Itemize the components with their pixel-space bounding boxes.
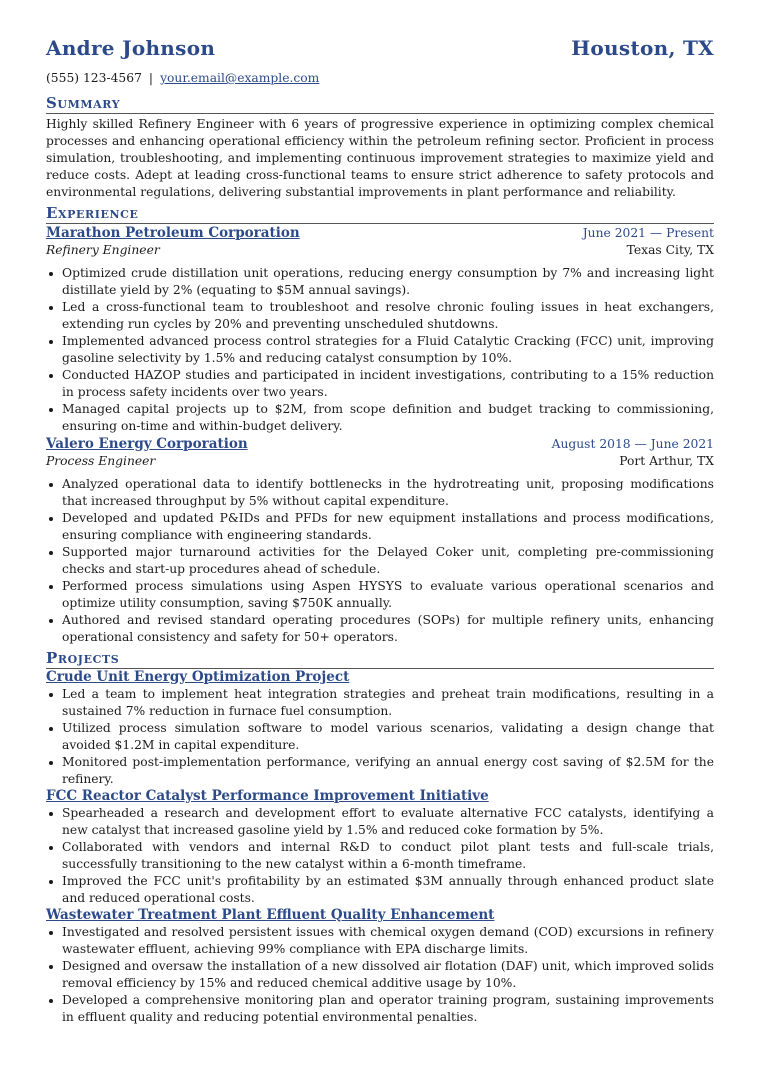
job-entry: [46, 225, 714, 435]
project-entry: [46, 907, 714, 1026]
project-bullet: Spearheaded a research and development effort to evaluate alternative FCC catalysts, identifying a new catalyst that increased gasoline yield by 1.5% and reduced coke formation by 5%.: [46, 805, 714, 839]
project-entry: [46, 669, 714, 788]
project-bullet: Monitored post-implementation performance, verifying an annual energy cost saving of $2.5M for the refinery.: [46, 754, 714, 788]
section-title-summary: Summary: [46, 94, 714, 114]
job-bullet: Developed and updated P&IDs and PFDs for new equipment installations and process modifications, ensuring compliance with engineering standards.: [46, 510, 714, 544]
job-location: Port Arthur, TX: [619, 454, 714, 468]
summary-text: Highly skilled Refinery Engineer with 6 years of progressive experience in optimizing complex chemical processes and enhancing operational efficiency within the petroleum refining sector. Proficient in process simulation, troubleshooting, and implementing continuous improvement strategies to maximize yield and reduce costs. Adept at leading cross-functional teams to ensure strict adherence to safety protocols and environmental regulations, delivering substantial improvements in plant performance and reliability.: [46, 117, 714, 199]
job-bullet: Conducted HAZOP studies and participated in incident investigations, contributing to a 15% reduction in process safety incidents over two years.: [46, 367, 714, 401]
company-name[interactable]: Marathon Petroleum Corporation: [46, 225, 300, 241]
job-bullet: Managed capital projects up to $2M, from scope definition and budget tracking to commissioning, ensuring on-time and within-budget delivery.: [46, 401, 714, 435]
summary-section: [46, 94, 714, 201]
phone-number: (555) 123-4567: [46, 71, 142, 85]
section-title-projects: Projects: [46, 649, 714, 669]
job-bullet: Authored and revised standard operating procedures (SOPs) for multiple refinery units, enhancing operational consistency and safety for 50+ operators.: [46, 612, 714, 646]
project-bullet-list: [46, 686, 714, 788]
job-bullet: Led a cross-functional team to troubleshoot and resolve chronic fouling issues in heat exchangers, extending run cycles by 20% and preventing unscheduled shutdowns.: [46, 299, 714, 333]
contact-separator: |: [148, 71, 154, 85]
job-bullet: Implemented advanced process control strategies for a Fluid Catalytic Cracking (FCC) unit, improving gasoline selectivity by 1.5% and reducing catalyst consumption by 10%.: [46, 333, 714, 367]
project-title[interactable]: Crude Unit Energy Optimization Project: [46, 669, 350, 685]
project-title[interactable]: FCC Reactor Catalyst Performance Improvement Initiative: [46, 788, 489, 804]
job-bullet: Supported major turnaround activities for the Delayed Coker unit, completing pre-commissioning checks and start-up procedures ahead of schedule.: [46, 544, 714, 578]
resume-header: [46, 36, 714, 66]
section-title-experience: Experience: [46, 204, 714, 224]
project-bullet-list: [46, 924, 714, 1026]
job-bullet-list: [46, 476, 714, 646]
job-subheader: [46, 242, 714, 259]
company-name[interactable]: Valero Energy Corporation: [46, 436, 248, 452]
contact-line: [46, 70, 714, 87]
job-bullet: Optimized crude distillation unit operations, reducing energy consumption by 7% and increasing light distillate yield by 2% (equating to $5M annual savings).: [46, 265, 714, 299]
job-bullet: Performed process simulations using Aspen HYSYS to evaluate various operational scenarios and optimize utility consumption, saving $750K annually.: [46, 578, 714, 612]
job-dates: June 2021 — Present: [582, 226, 714, 240]
project-bullet: Collaborated with vendors and internal R&D to conduct pilot plant tests and full-scale trials, successfully transitioning to the new catalyst within a 6-month timeframe.: [46, 839, 714, 873]
experience-section: [46, 204, 714, 646]
job-header: [46, 436, 714, 453]
project-bullet: Designed and oversaw the installation of a new dissolved air flotation (DAF) unit, which improved solids removal efficiency by 15% and reduced chemical additive usage by 10%.: [46, 958, 714, 992]
project-entry: [46, 788, 714, 907]
project-bullet-list: [46, 805, 714, 907]
job-bullet-list: [46, 265, 714, 435]
project-bullet: Utilized process simulation software to model various scenarios, validating a design change that avoided $1.2M in capital expenditure.: [46, 720, 714, 754]
job-role: Process Engineer: [46, 454, 156, 468]
candidate-name: Andre Johnson: [46, 36, 216, 60]
job-subheader: [46, 453, 714, 470]
job-bullet: Analyzed operational data to identify bottlenecks in the hydrotreating unit, proposing modifications that increased throughput by 5% without capital expenditure.: [46, 476, 714, 510]
project-bullet: Developed a comprehensive monitoring plan and operator training program, sustaining improvements in effluent quality and reducing potential environmental penalties.: [46, 992, 714, 1026]
email-link[interactable]: your.email@example.com: [160, 71, 320, 85]
project-title[interactable]: Wastewater Treatment Plant Effluent Quality Enhancement: [46, 907, 495, 923]
job-entry: [46, 436, 714, 646]
candidate-location: Houston, TX: [571, 36, 714, 60]
projects-section: [46, 649, 714, 1026]
project-bullet: Led a team to implement heat integration strategies and preheat train modifications, resulting in a sustained 7% reduction in furnace fuel consumption.: [46, 686, 714, 720]
job-role: Refinery Engineer: [46, 243, 160, 257]
job-header: [46, 225, 714, 242]
resume-page: [46, 36, 714, 1026]
project-bullet: Improved the FCC unit's profitability by an estimated $3M annually through enhanced product slate and reduced operational costs.: [46, 873, 714, 907]
job-location: Texas City, TX: [626, 243, 714, 257]
project-bullet: Investigated and resolved persistent issues with chemical oxygen demand (COD) excursions in refinery wastewater effluent, achieving 99% compliance with EPA discharge limits.: [46, 924, 714, 958]
job-dates: August 2018 — June 2021: [551, 437, 714, 451]
